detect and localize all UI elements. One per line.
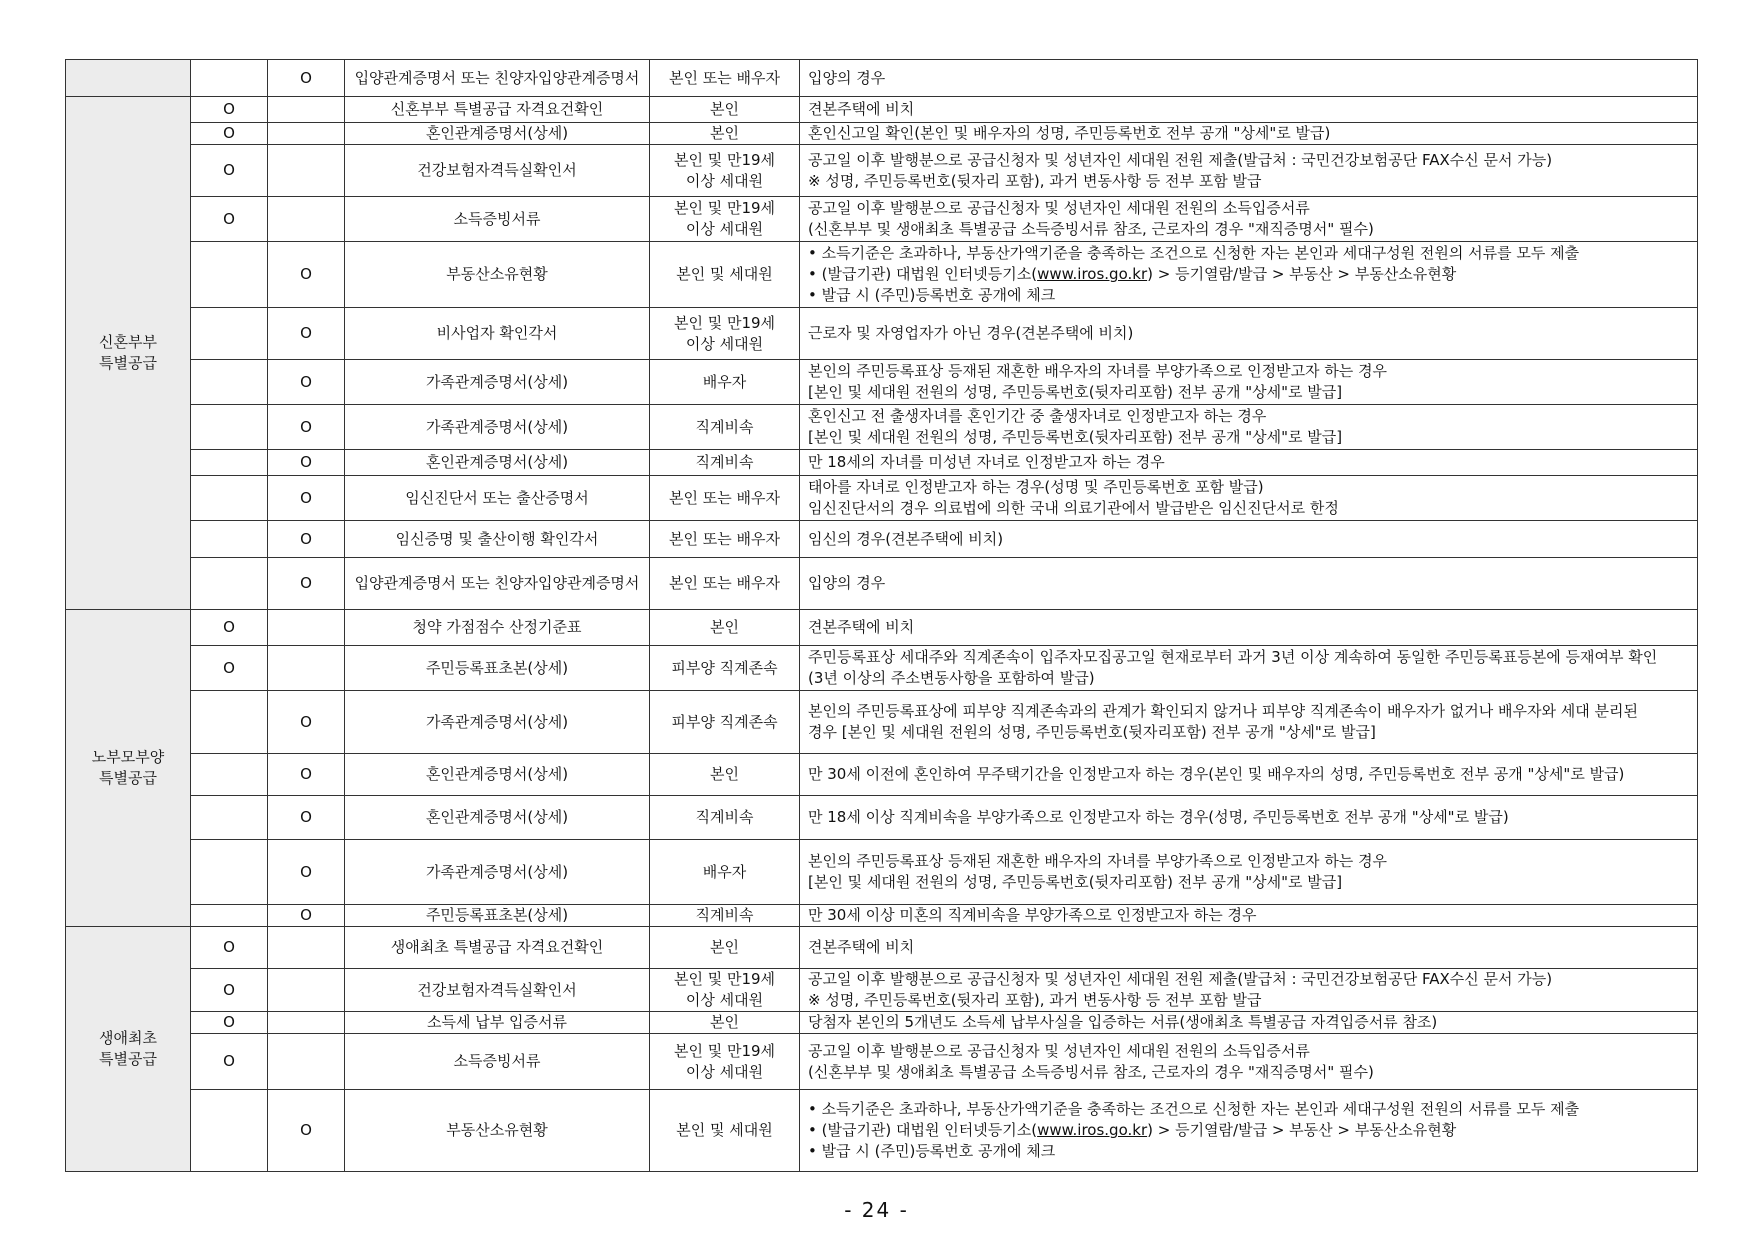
document-name: 생애최초 특별공급 자격요건확인	[345, 927, 650, 969]
issue-target: 본인	[650, 97, 800, 123]
table-row	[66, 610, 1698, 646]
note-line: • 소득기준은 초과하나, 부동산가액기준을 충족하는 조건으로 신청한 자는 본인과 세대구성원 전원의 서류를 모두 제출	[808, 243, 1689, 264]
conditional-mark-cell	[268, 308, 345, 360]
note	[800, 754, 1698, 796]
table-row	[66, 840, 1698, 905]
note-line: 주민등록표상 세대주와 직계존속이 입주자모집공고일 현재로부터 과거 3년 이상 계속하여 동일한 주민등록표등본에 등재여부 확인	[808, 648, 1658, 666]
issue-target: 본인 또는 배우자	[650, 60, 800, 97]
required-mark-cell	[191, 476, 268, 521]
mark: O	[300, 765, 312, 783]
document-name: 부동산소유현황	[345, 242, 650, 308]
note	[800, 60, 1698, 97]
conditional-mark-cell	[268, 1090, 345, 1172]
document-name: 주민등록표초본(상세)	[345, 905, 650, 927]
note-line: ※ 성명, 주민등록번호(뒷자리 포함), 과거 변동사항 등 전부 포함 발급	[808, 171, 1262, 190]
required-mark-cell	[191, 242, 268, 308]
document-name: 비사업자 확인각서	[345, 308, 650, 360]
note-line-issuer	[808, 1120, 1689, 1141]
table-row	[66, 1034, 1698, 1090]
mark: O	[300, 372, 312, 391]
table-row	[66, 969, 1698, 1012]
note	[800, 476, 1698, 521]
document-name: 건강보험자격득실확인서	[345, 969, 650, 1012]
issue-target: 본인	[650, 927, 800, 969]
document-name: 소득증빙서류	[345, 197, 650, 242]
note	[800, 360, 1698, 405]
mark: O	[300, 265, 312, 283]
note-line: 견본주택에 비치	[808, 100, 915, 118]
conditional-mark-cell	[268, 197, 345, 242]
document-name: 가족관계증명서(상세)	[345, 360, 650, 405]
issue-target: 배우자	[650, 840, 800, 905]
required-mark-cell	[191, 308, 268, 360]
document-name: 임신증명 및 출산이행 확인각서	[345, 521, 650, 558]
group-label-firstlife: 생애최초 특별공급	[66, 927, 191, 1172]
table-row	[66, 905, 1698, 927]
note-line-issuer	[808, 264, 1689, 285]
document-name: 혼인관계증명서(상세)	[345, 754, 650, 796]
conditional-mark-cell	[268, 646, 345, 691]
note-text: (발급기관) 대법원 인터넷등기소(	[821, 1121, 1038, 1139]
document-name: 신혼부부 특별공급 자격요건확인	[345, 97, 650, 123]
conditional-mark-cell	[268, 60, 345, 97]
note	[800, 558, 1698, 610]
note	[800, 308, 1698, 360]
note-line: [본인 및 세대원 전원의 성명, 주민등록번호(뒷자리포함) 전부 공개 "상세"로 발급]	[808, 383, 1343, 401]
document-name: 입양관계증명서 또는 친양자입양관계증명서	[345, 60, 650, 97]
required-mark-cell	[191, 905, 268, 927]
conditional-mark-cell	[268, 691, 345, 754]
mark: O	[300, 808, 312, 826]
issue-target: 본인	[650, 754, 800, 796]
note	[800, 123, 1698, 145]
mark: O	[223, 618, 235, 636]
required-mark-cell	[191, 450, 268, 476]
issue-target: 본인 또는 배우자	[650, 521, 800, 558]
note	[800, 646, 1698, 691]
required-mark-cell	[191, 1090, 268, 1172]
issue-target: 본인 또는 배우자	[650, 476, 800, 521]
note-line: (3년 이상의 주소변동사항을 포함하여 발급)	[808, 669, 1095, 687]
note	[800, 1012, 1698, 1034]
mark: O	[223, 209, 235, 228]
note	[800, 840, 1698, 905]
note-line: 만 30세 이상 미혼의 직계비속을 부양가족으로 인정받고자 하는 경우	[808, 906, 1257, 924]
document-name: 건강보험자격득실확인서	[345, 145, 650, 197]
document-name: 임신진단서 또는 출산증명서	[345, 476, 650, 521]
issue-target: 직계비속	[650, 450, 800, 476]
conditional-mark-cell	[268, 796, 345, 840]
required-mark-cell	[191, 405, 268, 450]
document-name: 가족관계증명서(상세)	[345, 405, 650, 450]
required-mark-cell	[191, 969, 268, 1012]
table-row	[66, 691, 1698, 754]
note-line: 공고일 이후 발행분으로 공급신청자 및 성년자인 세대원 전원 제출(발급처 : 국민건강보험공단 FAX수신 문서 가능)	[808, 150, 1553, 169]
mark: O	[300, 906, 312, 924]
note	[800, 610, 1698, 646]
required-mark-cell	[191, 558, 268, 610]
required-mark-cell	[191, 197, 268, 242]
mark: O	[223, 1013, 235, 1031]
table-row	[66, 242, 1698, 308]
table-row	[66, 197, 1698, 242]
document-name: 가족관계증명서(상세)	[345, 691, 650, 754]
conditional-mark-cell	[268, 476, 345, 521]
table-row	[66, 450, 1698, 476]
note-line: 근로자 및 자영업자가 아닌 경우(견본주택에 비치)	[808, 324, 1134, 342]
required-mark-cell	[191, 796, 268, 840]
note-line: 본인의 주민등록표상 등재된 재혼한 배우자의 자녀를 부양가족으로 인정받고자 하는 경우	[808, 852, 1388, 870]
table-row	[66, 796, 1698, 840]
note-line: 만 18세 이상 직계비속을 부양가족으로 인정받고자 하는 경우(성명, 주민등록번호 전부 공개 "상세"로 발급)	[808, 808, 1509, 826]
required-documents-table	[65, 59, 1698, 1172]
required-mark-cell	[191, 840, 268, 905]
mark: O	[223, 658, 235, 677]
mark: O	[300, 574, 312, 592]
table-row	[66, 646, 1698, 691]
note-line: 태아를 자녀로 인정받고자 하는 경우(성명 및 주민등록번호 포함 발급)	[808, 478, 1264, 496]
iros-link[interactable]: www.iros.go.kr	[1037, 1121, 1148, 1139]
issue-target: 배우자	[650, 360, 800, 405]
issue-target: 본인 또는 배우자	[650, 558, 800, 610]
note-line: 임신의 경우(견본주택에 비치)	[808, 529, 1004, 548]
required-mark-cell	[191, 927, 268, 969]
required-mark-cell	[191, 145, 268, 197]
note	[800, 905, 1698, 927]
note	[800, 1034, 1698, 1090]
issue-target: 직계비속	[650, 796, 800, 840]
group-label-newlywed: 신혼부부 특별공급	[66, 97, 191, 610]
note-line: 경우 [본인 및 세대원 전원의 성명, 주민등록번호(뒷자리포함) 전부 공개 "상세"로 발급]	[808, 723, 1376, 741]
conditional-mark-cell	[268, 905, 345, 927]
document-name: 부동산소유현황	[345, 1090, 650, 1172]
required-mark-cell	[191, 610, 268, 646]
issue-target: 직계비속	[650, 405, 800, 450]
note-line: 만 18세의 자녀를 미성년 자녀로 인정받고자 하는 경우	[808, 453, 1165, 471]
note-line: ※ 성명, 주민등록번호(뒷자리 포함), 과거 변동사항 등 전부 포함 발급	[808, 991, 1262, 1009]
table-row	[66, 97, 1698, 123]
required-mark-cell	[191, 754, 268, 796]
issue-target: 본인	[650, 1012, 800, 1034]
mark: O	[223, 1052, 235, 1070]
note-line: • 소득기준은 초과하나, 부동산가액기준을 충족하는 조건으로 신청한 자는 본인과 세대구성원 전원의 서류를 모두 제출	[808, 1099, 1689, 1120]
issue-target: 본인	[650, 123, 800, 145]
required-mark-cell	[191, 521, 268, 558]
mark: O	[300, 862, 312, 881]
mark: O	[300, 68, 312, 87]
issue-target: 본인 및 만19세 이상 세대원	[650, 197, 800, 242]
document-name: 소득증빙서류	[345, 1034, 650, 1090]
conditional-mark-cell	[268, 242, 345, 308]
note-line: 공고일 이후 발행분으로 공급신청자 및 성년자인 세대원 전원의 소득입증서류	[808, 1041, 1310, 1060]
mark: O	[300, 488, 312, 507]
issue-target: 피부양 직계존속	[650, 646, 800, 691]
table-row	[66, 405, 1698, 450]
conditional-mark-cell	[268, 1034, 345, 1090]
required-mark-cell	[191, 1034, 268, 1090]
required-mark-cell	[191, 691, 268, 754]
note-text: ) > 등기열람/발급 > 부동산 > 부동산소유현황	[1147, 1121, 1457, 1139]
table-row	[66, 360, 1698, 405]
document-name: 주민등록표초본(상세)	[345, 646, 650, 691]
mark: O	[223, 124, 235, 142]
document-name: 혼인관계증명서(상세)	[345, 796, 650, 840]
document-name: 청약 가점점수 산정기준표	[345, 610, 650, 646]
table-row	[66, 123, 1698, 145]
issue-target: 본인 및 만19세 이상 세대원	[650, 969, 800, 1012]
document-name: 혼인관계증명서(상세)	[345, 123, 650, 145]
mark: O	[300, 1121, 312, 1139]
mark: O	[300, 324, 312, 342]
conditional-mark-cell	[268, 1012, 345, 1034]
group-cell-empty	[66, 60, 191, 97]
required-mark-cell	[191, 123, 268, 145]
required-mark-cell	[191, 360, 268, 405]
required-mark-cell	[191, 60, 268, 97]
table-row	[66, 521, 1698, 558]
mark: O	[300, 529, 312, 548]
iros-link[interactable]: www.iros.go.kr	[1037, 265, 1148, 283]
note	[800, 97, 1698, 123]
table-row	[66, 927, 1698, 969]
issue-target: 본인 및 만19세 이상 세대원	[650, 308, 800, 360]
note-line: 본인의 주민등록표상 등재된 재혼한 배우자의 자녀를 부양가족으로 인정받고자 하는 경우	[808, 362, 1388, 380]
note-text: ) > 등기열람/발급 > 부동산 > 부동산소유현황	[1147, 265, 1457, 283]
note-line: 입양의 경우	[808, 574, 886, 592]
table-row	[66, 558, 1698, 610]
table-row	[66, 145, 1698, 197]
issue-target: 본인 및 만19세 이상 세대원	[650, 1034, 800, 1090]
note-line: • 발급 시 (주민)등록번호 공개에 체크	[808, 1141, 1689, 1162]
group-label-elderly: 노부모부양 특별공급	[66, 610, 191, 927]
note-line: 임신진단서의 경우 의료법에 의한 국내 의료기관에서 발급받은 임신진단서로 한정	[808, 499, 1339, 517]
note	[800, 197, 1698, 242]
issue-target: 본인 및 만19세 이상 세대원	[650, 145, 800, 197]
mark: O	[300, 417, 312, 436]
table-row	[66, 1012, 1698, 1034]
table-row	[66, 60, 1698, 97]
conditional-mark-cell	[268, 405, 345, 450]
note-line: 혼인신고일 확인(본인 및 배우자의 성명, 주민등록번호 전부 공개 "상세"로 발급)	[808, 124, 1331, 142]
page-number: - 24 -	[844, 1198, 909, 1222]
note-line: 공고일 이후 발행분으로 공급신청자 및 성년자인 세대원 전원 제출(발급처 : 국민건강보험공단 FAX수신 문서 가능)	[808, 970, 1553, 988]
required-mark-cell	[191, 1012, 268, 1034]
note	[800, 691, 1698, 754]
note	[800, 242, 1698, 308]
required-mark-cell	[191, 97, 268, 123]
table-row	[66, 754, 1698, 796]
table-row	[66, 308, 1698, 360]
issue-target: 본인 및 세대원	[650, 242, 800, 308]
conditional-mark-cell	[268, 450, 345, 476]
note	[800, 405, 1698, 450]
document-name: 입양관계증명서 또는 친양자입양관계증명서	[345, 558, 650, 610]
document-name: 소득세 납부 입증서류	[345, 1012, 650, 1034]
conditional-mark-cell	[268, 610, 345, 646]
conditional-mark-cell	[268, 840, 345, 905]
required-mark-cell	[191, 646, 268, 691]
note-line: 본인의 주민등록표상에 피부양 직계존속과의 관계가 확인되지 않거나 피부양 직계존속이 배우자가 없거나 배우자와 세대 분리된	[808, 702, 1638, 720]
conditional-mark-cell	[268, 558, 345, 610]
conditional-mark-cell	[268, 521, 345, 558]
note-line: 혼인신고 전 출생자녀를 혼인기간 중 출생자녀로 인정받고자 하는 경우	[808, 407, 1267, 425]
issue-target: 본인	[650, 610, 800, 646]
note	[800, 1090, 1698, 1172]
conditional-mark-cell	[268, 927, 345, 969]
note	[800, 796, 1698, 840]
note-line: (신혼부부 및 생애최초 특별공급 소득증빙서류 참조, 근로자의 경우 "재직증명서" 필수)	[808, 220, 1374, 238]
note-line: 당첨자 본인의 5개년도 소득세 납부사실을 입증하는 서류(생애최초 특별공급 자격입증서류 참조)	[808, 1013, 1438, 1031]
mark: O	[223, 938, 235, 956]
note-line: • 발급 시 (주민)등록번호 공개에 체크	[808, 285, 1689, 306]
note-line: [본인 및 세대원 전원의 성명, 주민등록번호(뒷자리포함) 전부 공개 "상세"로 발급]	[808, 428, 1343, 446]
issue-target: 본인 및 세대원	[650, 1090, 800, 1172]
mark: O	[223, 161, 235, 179]
note	[800, 145, 1698, 197]
document-name: 혼인관계증명서(상세)	[345, 450, 650, 476]
note-text: (발급기관) 대법원 인터넷등기소(	[821, 265, 1038, 283]
conditional-mark-cell	[268, 145, 345, 197]
note	[800, 450, 1698, 476]
table-row	[66, 1090, 1698, 1172]
issue-target: 피부양 직계존속	[650, 691, 800, 754]
conditional-mark-cell	[268, 97, 345, 123]
mark: O	[300, 453, 312, 471]
issue-target: 직계비속	[650, 905, 800, 927]
document-name: 가족관계증명서(상세)	[345, 840, 650, 905]
mark: O	[223, 980, 235, 999]
note-line: 견본주택에 비치	[808, 938, 915, 956]
note-line: (신혼부부 및 생애최초 특별공급 소득증빙서류 참조, 근로자의 경우 "재직증명서" 필수)	[808, 1062, 1374, 1081]
conditional-mark-cell	[268, 969, 345, 1012]
note-line: [본인 및 세대원 전원의 성명, 주민등록번호(뒷자리포함) 전부 공개 "상세"로 발급]	[808, 873, 1343, 891]
note-line: 입양의 경우	[808, 68, 886, 87]
note	[800, 969, 1698, 1012]
conditional-mark-cell	[268, 123, 345, 145]
note-line: 공고일 이후 발행분으로 공급신청자 및 성년자인 세대원 전원의 소득입증서류	[808, 199, 1310, 217]
note-line: 만 30세 이전에 혼인하여 무주택기간을 인정받고자 하는 경우(본인 및 배우자의 성명, 주민등록번호 전부 공개 "상세"로 발급)	[808, 765, 1625, 783]
table-row	[66, 476, 1698, 521]
note	[800, 521, 1698, 558]
note	[800, 927, 1698, 969]
conditional-mark-cell	[268, 754, 345, 796]
conditional-mark-cell	[268, 360, 345, 405]
mark: O	[300, 712, 312, 731]
mark: O	[223, 100, 235, 118]
note-line: 견본주택에 비치	[808, 618, 915, 636]
